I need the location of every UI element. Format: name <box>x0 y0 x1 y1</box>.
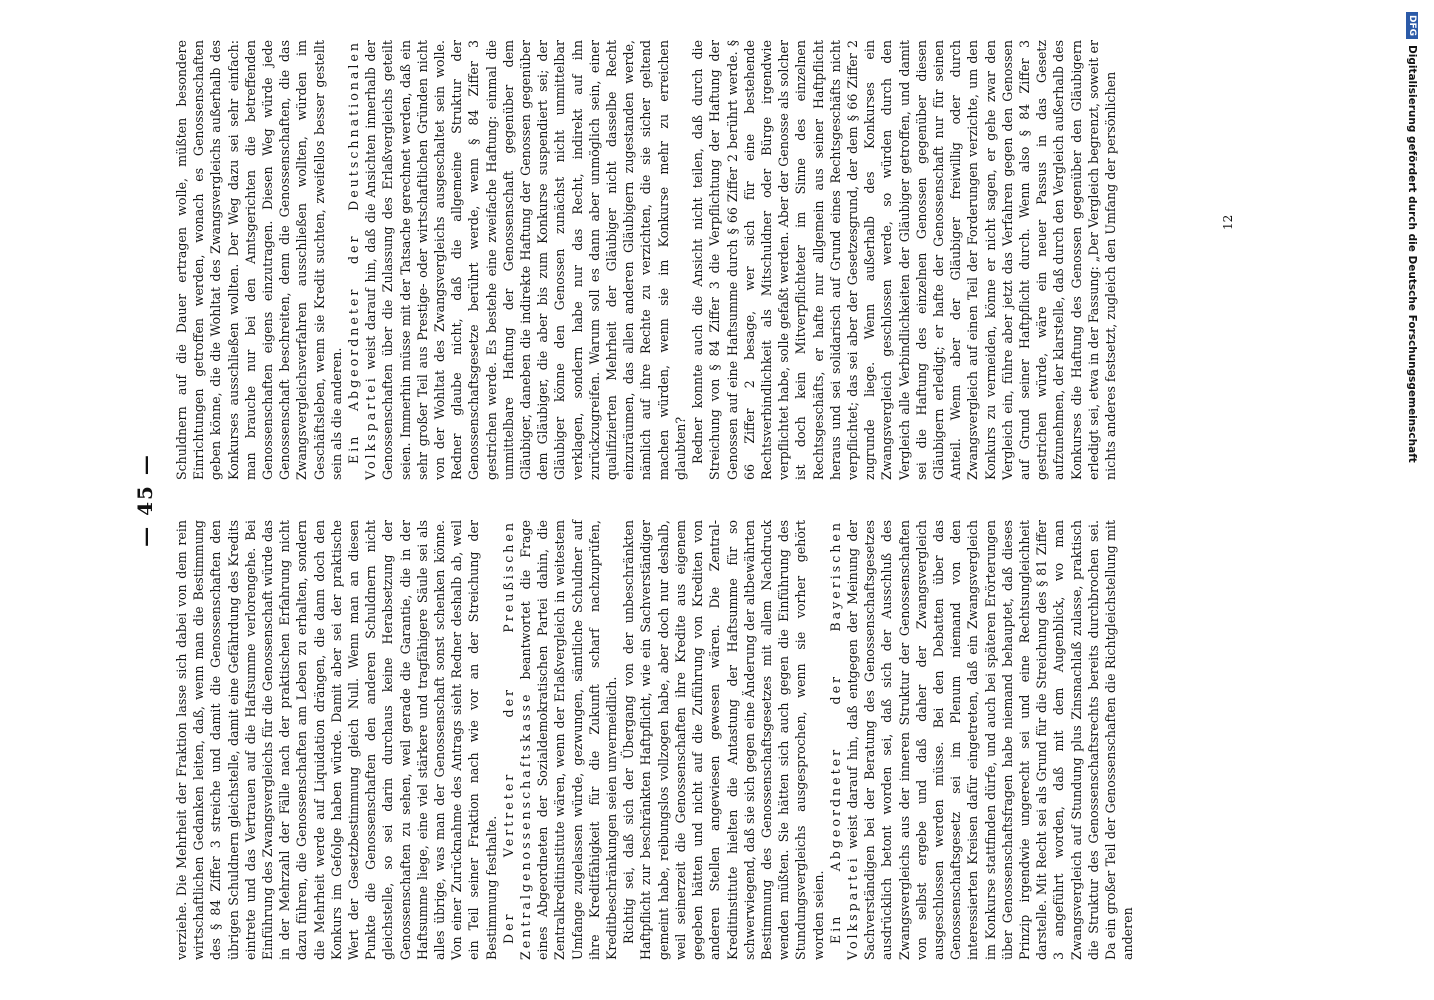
digitization-sidebar-inner <box>1392 0 1432 1000</box>
paragraph: verziehe. Die Mehrheit der Fraktion lasse sich dabei von dem rein wirtschaftlichen Gedanken leiten, daß, wenn man die Bestimmung des § 84 Ziffer 3 streiche und damit die Genossenschaften den übrigen Schuldnern gleichstelle, damit eine Gefährdung des Kredits eintrete und das Vertrauen auf die Haftsumme verlorengehe. Bei Einführung des Zwangsvergleichs für die Genossenschaft würde das in der Mehrzahl der Fälle nach der praktischen Erfahrung nicht dazu führen, die Genossenschaften am Leben zu erhalten, sondern die Mehrheit werde auf Liquidation drängen, die dann doch den Konkurs im Gefolge haben würde. Damit aber sei der praktische Wert der Gesetzbestimmung gleich Null. Wenn man an diesen Punkte die Genossenschaften den anderen Schuldnern nicht gleichstelle, so sei darin durchaus keine Herabsetzung der Genossenschaften zu sehen, weil gerade die Garantie, die in der Haftsumme liege, eine viel stärkere und tragfähigere Säule sei als alles übrige, was man der Genossenschaft sonst schenken könne. Von einer Zurücknahme des Antrags sieht Redner deshalb ab, weil ein Teil seiner Fraktion nach wie vor an der Streichung der Bestimmung festhalte. <box>174 520 499 960</box>
speaker-label: Der Vertreter der Preußischen Zentralgenossenschaftskasse <box>500 520 534 960</box>
paragraph-text: weist darauf hin, daß die Ansichten innerhalb der Genossenschaften über die Zulassung des Erlaßvergleichs geteilt seien. Immerhin müsse mit der Tatsache gerechnet werden, daß ein sehr großer Teil aus Prestige- oder wirtschaftlichen Gründen nicht von der Wohltat des Zwangsvergleichs ausgeschaltet sein wolle. Redner glaube nicht, daß die allgemeine Struktur der Genossenschaftsgesetze berührt werde, wenn § 84 Ziffer 3 gestrichen werde. Es bestehe eine zweifache Haftung: einmal die unmittelbare Haftung der Genossenschaft gegenüber dem Gläubiger, daneben die indirekte Haftung der Genossen gegenüber dem Gläubiger, die aber bis zum Konkurse suspendiert sei; der Gläubiger könne den Genossen zunächst nicht unmittelbar verklagen, sondern habe nur das Recht, indirekt auf ihn zurückzugreifen. Warum soll es dann aber unmöglich sein, einer qualifizierten Mehrheit der Gläubiger nicht dasselbe Recht einzuräumen, das allen anderen Gläubigern zugestanden werde, nämlich auf ihre Rechte zu verzichten, die sie sicher geltend machen würden, wenn sie im Konkurse mehr zu erreichen glaubten? <box>363 40 688 480</box>
paragraph: Richtig sei, daß sich der Übergang von der unbeschränkten Haftpflicht zur beschränkten Haftpflicht, wie ein Sachverständiger gemeint habe, reibungslos vollzogen habe, aber doch nur deshalb, weil seinerzeit die Genossenschaften ihre Kredite aus eigenem gegeben hätten und nicht auf die Zuführung von Krediten von anderen Stellen angewiesen gewesen wären. Die Zentral-Kreditinstitute hielten die Antastung der Haftsumme für so schwerwiegend, daß sie sich gegen eine Änderung der altbewährten Bestimmung des Genossenschaftsgesetzes mit allem Nachdruck wenden müßten. Sie hätten sich auch gegen die Einführung des Stundungsvergleichs ausgesprochen, wenn sie vorher gehört worden seien. <box>621 520 826 960</box>
page-number: — 45 — <box>133 453 157 547</box>
printer-signature-mark: 12 <box>1221 214 1235 230</box>
right-text-column <box>173 40 1119 480</box>
speaker-label: Ein Abgeordneter der Deutschnationalen Volkspartei <box>346 40 379 480</box>
paragraph: Redner konnte auch die Ansicht nicht teilen, daß durch die Streichung von § 84 Ziffer 3 die Verpflichtung der Haftung der Genossen auf eine Haftsumme durch § 66 Ziffer 2 berührt werde. § 66 Ziffer 2 besage, wer sich für eine bestehende Rechtsverbindlichkeit als Mitschuldner oder Bürge irgendwie verpflichtet habe, solle gefaßt werden. Aber der Genosse als solcher ist doch kein Mitverpflichteter im Sinne des einzelnen Rechtsgeschäfts, er hafte nur allgemein aus seiner Haftpflicht heraus und sei solidarisch auf Grund eines Rechtsgeschäfts nicht verpflichtet; das sei aber der Gesetzesgrund, der dem § 66 Ziffer 2 zugrunde liege. Wenn außerhalb des Konkurses ein Zwangsvergleich geschlossen werde, so würden durch den Vergleich alle Verbindlichkeiten der Gläubiger getroffen, und damit sei die Haftung des einzelnen Genossen gegenüber diesen Gläubigern erledigt; er hafte der Genossenschaft nur für seinen Anteil. Wenn aber der Gläubiger freiwillig oder durch Zwangsvergleich auf einen Teil der Forderungen verzichte, um den Konkurs zu vermeiden, könne er nicht sagen, er gehe zwar den Vergleich ein, führe aber jetzt das Verfahren gegen den Genossen auf Grund seiner Haftpflicht durch. Wenn also § 84 Ziffer 3 gestrichen würde, wäre ein neuer Passus in das Gesetz aufzunehmen, der klarstelle, daß durch den Vergleich außerhalb des Konkurses die Haftung des Genossen gegenüber den Gläubigern erledigt sei, etwa in der Fassung: „Der Vergleich begrenzt, soweit er nichts anderes festsetzt, zugleich den Umfang der persönlichen <box>690 40 1118 480</box>
paragraph: Schuldnern auf die Dauer ertragen wolle, müßten besondere Einrichtungen getroffen werden, wonach es Genossenschaften geben könne, die die Wohltat des Zwangsvergleichs außerhalb des Konkurses ausschließen wollten. Der Weg dazu sei sehr einfach: man brauche nur bei den Amtsgerichten die betreffenden Genossenschaften eigens einzutragen. Diesen Weg würde jede Genossenschaft beschreiten, denn die Genossenschaften, die das Zwangsvergleichsverfahren ausschließen wollten, würden im Geschäftsleben, wenn sie Kredit suchten, zweifellos besser gestellt sein als die anderen. <box>174 40 344 480</box>
paragraph <box>345 40 689 480</box>
digitization-sidebar <box>1392 0 1432 1000</box>
speaker-label: Ein Abgeordneter der Bayerischen Volkspartei <box>827 520 860 960</box>
paragraph-text: beantwortet die Frage eines Abgeordneten der Sozialdemokratischen Partei dahin, die Zentralkreditinstitute wären, wenn der Erlaßvergleich in weitestem Umfange zugelassen würde, gezwungen, sämtliche Schuldner auf ihre Kreditfähigkeit für die Zukunft scharf nachzuprüfen, Kreditbeschränkungen seien unvermeidlich. <box>518 520 620 960</box>
digitization-credit: Digitalisierung gefördert durch die Deutsche Forschungsgemeinschaft <box>1406 45 1418 463</box>
paragraph <box>500 520 620 960</box>
rotated-page-content <box>125 0 1285 1000</box>
left-text-column <box>173 520 1136 960</box>
paragraph-text: weist darauf hin, daß entgegen der Meinung der Sachverständigen bei der Beratung des Genossenschaftsgesetzes ausdrücklich betont worden sei, daß sich der Ausschluß des Zwangsvergleichs aus der inneren Struktur der Genossenschaften von selbst ergebe und daß daher der Zwangsvergleich ausgeschlossen werden müsse. Bei den Debatten über das Genossenschaftsgesetz sei im Plenum niemand von den interessierten Kreisen dafür eingetreten, daß ein Zwangsvergleich im Konkurse stattfinden dürfe, und auch bei späteren Erörterungen über Genossenschaftsfragen habe niemand behauptet, daß dieses Prinzip irgendwie ungerecht sei und eine Rechtsungleichheit darstelle. Mit Recht sei als Grund für die Streichung des § 81 Ziffer 3 angeführt worden, daß mit dem Augenblick, wo man Zwangsvergleich auf Stundung plus Zinsnachlaß zulasse, praktisch die Struktur des Genossenschaftsrechts bereits durchbrochen sei. Da ein großer Teil der Genossenschaften die Richtgleichstellung mit anderen <box>844 520 1136 960</box>
paragraph <box>827 520 1137 960</box>
dfg-logo: DFG <box>1406 12 1418 39</box>
